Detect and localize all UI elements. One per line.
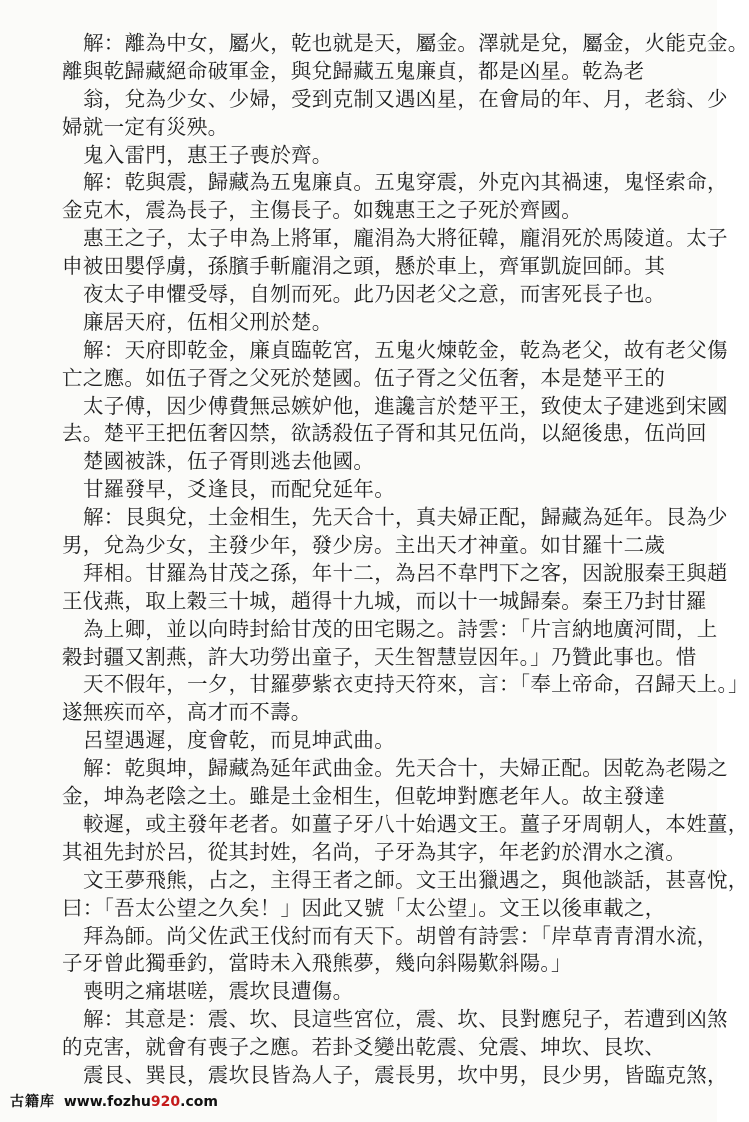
footer-url-suffix[interactable]: .com xyxy=(180,1094,218,1110)
text-line: 夜太子申懼受辱，自刎而死。此乃因老父之意，而害死長子也。 xyxy=(83,282,666,307)
text-line: 去。楚平王把伍奢囚禁，欲誘殺伍子胥和其兄伍尚，以絕後患，伍尚回 xyxy=(62,421,707,446)
text-line: 亡之應。如伍子胥之父死於楚國。伍子胥之父伍奢，本是楚平王的 xyxy=(62,365,666,390)
text-line: 喪明之痛堪嗟，震坎艮遭傷。 xyxy=(83,979,354,1004)
text-line: 解：其意是：震、坎、艮這些宮位，震、坎、艮對應兒子，若遭到凶煞 xyxy=(83,1007,728,1032)
text-line: 拜相。甘羅為甘茂之孫，年十二，為呂不韋門下之客，因說服秦王與趙 xyxy=(83,560,728,585)
text-line: 震艮、巽艮，震坎艮皆為人子，震長男，坎中男，艮少男，皆臨克煞， xyxy=(83,1062,728,1087)
text-line: 解：艮與兌，土金相生，先天合十，真夫婦正配，歸藏為延年。艮為少 xyxy=(83,505,728,530)
footer-url-prefix[interactable]: www.fozhu xyxy=(63,1094,151,1110)
text-line: 翁，兌為少女、少婦，受到克制又遇凶星，在會局的年、月，老翁、少 xyxy=(83,86,728,111)
text-line: 解：天府即乾金，廉貞臨乾宮，五鬼火煉乾金，乾為老父，故有老父傷 xyxy=(83,337,728,362)
body-text xyxy=(62,30,749,1090)
text-line: 太子傅，因少傅費無忌嫉妒他，進讒言於楚平王，致使太子建逃到宋國 xyxy=(83,393,728,418)
text-line: 鬼入雷門，惠王子喪於齊。 xyxy=(83,142,333,167)
text-line: 其祖先封於呂，從其封姓，名尚，子牙為其字，年老釣於渭水之濱。 xyxy=(62,839,686,864)
text-line: 解：乾與震，歸藏為五鬼廉貞。五鬼穿震，外克內其禍速，鬼怪索命， xyxy=(83,170,728,195)
text-line: 拜為師。尚父佐武王伐紂而有天下。胡曾有詩雲：「岸草青青渭水流， xyxy=(83,923,718,948)
text-line: 金克木，震為長子，主傷長子。如魏惠王之子死於齊國。 xyxy=(62,198,582,223)
text-line: 男，兌為少女，主發少年，發少房。主出天才神童。如甘羅十二歲 xyxy=(62,533,666,558)
text-line: 為上卿，並以向時封給甘茂的田宅賜之。詩雲：「片言納地廣河間，上 xyxy=(83,616,718,641)
text-line: 的克害，就會有喪子之應。若卦爻變出乾震、兌震、坤坎、艮坎、 xyxy=(62,1035,666,1060)
text-line: 穀封疆又割燕，許大功勞出童子，天生智慧豈因年。」乃贊此事也。惜 xyxy=(62,644,697,669)
footer-url-number[interactable]: 920 xyxy=(150,1094,181,1110)
text-line: 呂望遇遲，度會乾，而見坤武曲。 xyxy=(83,728,395,753)
text-line: 較遲，或主發年老者。如薑子牙八十始遇文王。薑子牙周朝人，本姓薑， xyxy=(83,811,749,836)
text-line: 解：乾與坤，歸藏為延年武曲金。先天合十，夫婦正配。因乾為老陽之 xyxy=(83,756,728,781)
footer-brand: 古籍库 xyxy=(10,1094,55,1110)
text-line: 離與乾歸藏絕命破軍金，與兌歸藏五鬼廉貞，都是凶星。乾為老 xyxy=(62,58,645,83)
text-line: 金，坤為老陰之土。雖是土金相生，但乾坤對應老年人。故主發達 xyxy=(62,784,666,809)
footer-watermark xyxy=(10,1093,218,1111)
text-line: 甘羅發早，爻逢艮，而配兌延年。 xyxy=(83,477,395,502)
text-line: 解：離為中女，屬火，乾也就是天，屬金。澤就是兌，屬金，火能克金。 xyxy=(83,31,749,55)
text-line: 楚國被誅，伍子胥則逃去他國。 xyxy=(83,449,375,474)
text-line: 文王夢飛熊，占之，主得王者之師。文王出獵遇之，與他談話，甚喜悅， xyxy=(83,867,749,892)
text-line: 廉居天府，伍相父刑於楚。 xyxy=(83,309,333,334)
text-line: 遂無疾而卒，高才而不壽。 xyxy=(62,700,312,725)
text-line: 天不假年，一夕，甘羅夢紫衣吏持天符來，言：「奉上帝命，召歸天上。」 xyxy=(83,672,749,697)
text-line: 王伐燕，取上穀三十城，趙得十九城，而以十一城歸秦。秦王乃封甘羅 xyxy=(62,588,707,613)
text-line: 曰：「吾太公望之久矣！」因此又號「太公望」。文王以後車載之， xyxy=(62,895,666,920)
text-line: 子牙曾此獨垂釣，當時未入飛熊夢，幾向斜陽歎斜陽。」 xyxy=(62,951,572,976)
text-line: 惠王之子，太子申為上將軍，龐涓為大將征韓，龐涓死於馬陵道。太子 xyxy=(83,226,728,251)
text-line: 婦就一定有災殃。 xyxy=(62,114,229,139)
text-line: 申被田嬰俘虜，孫臏手斬龐涓之頭，懸於車上，齊軍凱旋回師。其 xyxy=(62,254,666,279)
